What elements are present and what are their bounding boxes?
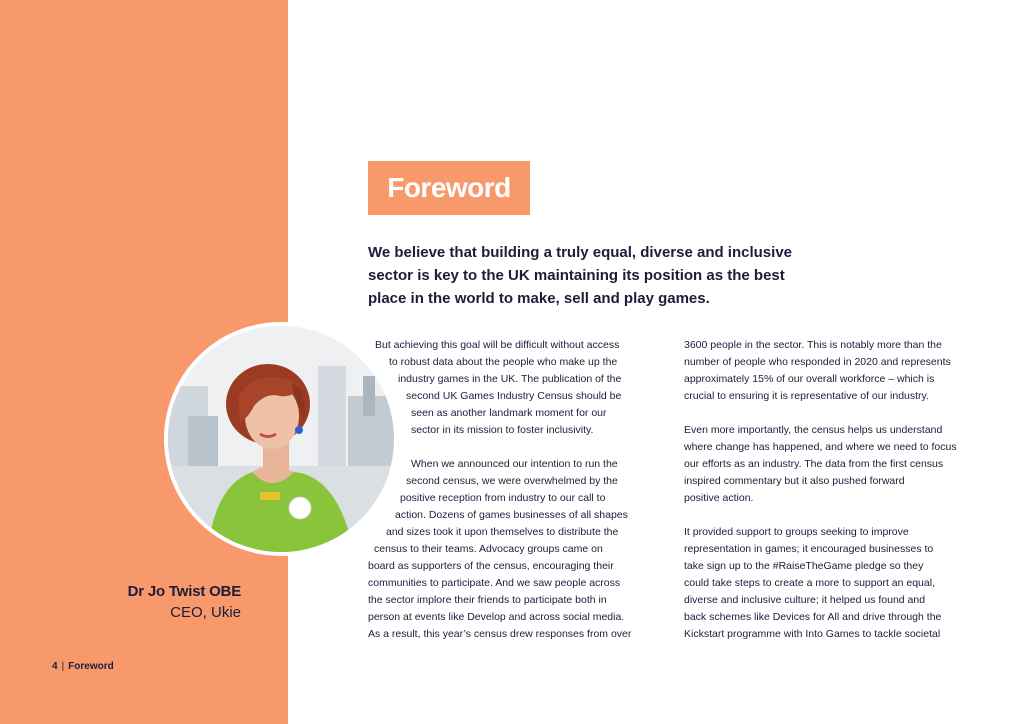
caption-name: Dr Jo Twist OBE <box>127 583 241 600</box>
body-line: As a result, this year’s census drew responses from over <box>368 628 632 640</box>
page-title: Foreword <box>387 172 511 203</box>
body-line: positive action. <box>684 492 754 504</box>
body-column-right <box>684 337 984 660</box>
paragraph <box>684 524 984 643</box>
body-line: second census, we were overwhelmed by the <box>406 475 618 487</box>
body-line: But achieving this goal will be difficult without access <box>375 339 620 351</box>
body-line: communities to participate. And we saw people across <box>368 577 621 589</box>
paragraph <box>684 422 984 507</box>
body-line: number of people who responded in 2020 and represents <box>684 356 951 368</box>
body-line: diverse and inclusive culture; it helped us found and <box>684 594 926 606</box>
body-line: industry games in the UK. The publication of the <box>398 373 622 385</box>
body-line: board as supporters of the census, encouraging their <box>368 560 614 572</box>
body-line: positive reception from industry to our call to <box>400 492 606 504</box>
body-line: take sign up to the #RaiseTheGame pledge so they <box>684 560 924 572</box>
body-line: person at events like Develop and across social media. <box>368 611 625 623</box>
body-line: 3600 people in the sector. This is notably more than the <box>684 339 942 351</box>
body-line: and sizes took it upon themselves to distribute the <box>386 526 619 538</box>
body-line: to robust data about the people who make up the <box>389 356 618 368</box>
body-line: action. Dozens of games businesses of all shapes <box>395 509 628 521</box>
body-line: When we announced our intention to run the <box>411 458 618 470</box>
body-line: seen as another landmark moment for our <box>411 407 607 419</box>
body-line: the sector implore their friends to participate both in <box>368 594 607 606</box>
page-number: 4 <box>52 661 58 672</box>
body-line: crucial to ensuring it is representative of our industry. <box>684 390 929 402</box>
body-line: back schemes like Devices for All and drive through the <box>684 611 942 623</box>
body-line: approximately 15% of our overall workforce – which is <box>684 373 935 385</box>
footer-separator: | <box>61 661 65 672</box>
body-line: representation in games; it encouraged businesses to <box>684 543 934 555</box>
caption-role: CEO, Ukie <box>170 604 241 621</box>
body-line: where change has happened, and where we need to focus <box>684 441 957 453</box>
body-line: second UK Games Industry Census should be <box>406 390 622 402</box>
paragraph <box>684 337 984 405</box>
body-line: It provided support to groups seeking to improve <box>684 526 909 538</box>
lead-line: sector is key to the UK maintaining its position as the best <box>368 267 785 284</box>
lead-line: We believe that building a truly equal, diverse and inclusive <box>368 244 793 261</box>
body-line: inspired commentary but it also pushed forward <box>684 475 905 487</box>
body-line: our efforts as an industry. The data from the first census <box>684 458 944 470</box>
footer-section: Foreword <box>68 661 114 672</box>
body-line: census to their teams. Advocacy groups came on <box>374 543 603 555</box>
body-line: Kickstart programme with Into Games to tackle societal <box>684 628 941 640</box>
body-line: could take steps to create a more to support an equal, <box>684 577 935 589</box>
body-line: sector in its mission to foster inclusivity. <box>411 424 594 436</box>
body-line: Even more importantly, the census helps us understand <box>684 424 943 436</box>
lead-line: place in the world to make, sell and play games. <box>368 290 710 307</box>
